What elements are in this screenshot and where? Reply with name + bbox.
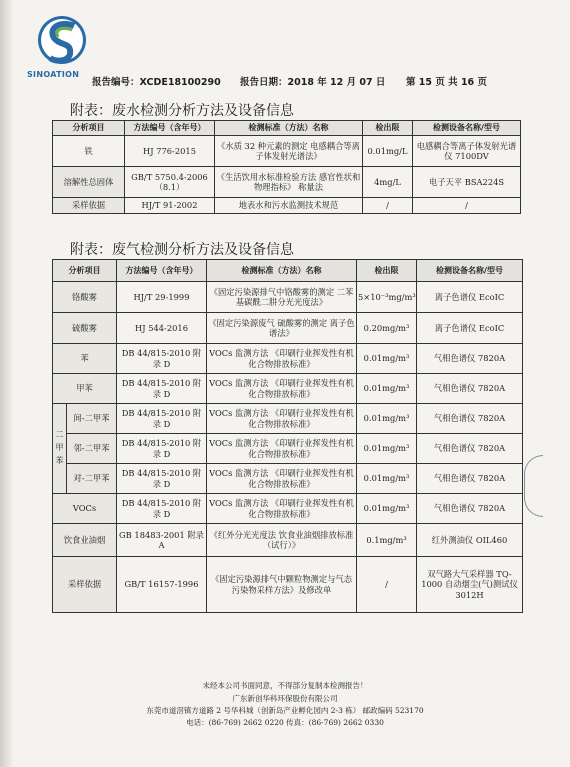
table-cell: 离子色谱仪 EcoIC [417,282,523,313]
table-row [53,374,523,404]
table-cell: GB/T 5750.4-2006（8.1） [125,167,215,198]
table-cell: 《红外分光光度法 饮食业油烟排放标准（试行）》 [207,524,357,557]
table-cell: VOCs 监测方法 《印刷行业挥发性有机化合物排放标准》 [207,374,357,404]
table-cell: 饮食业油烟 [53,524,117,557]
table-cell: 0.01mg/m³ [357,374,417,404]
table-cell: DB 44/815-2010 附录 D [117,464,207,494]
table-cell: 《固定污染源废气 硫酸雾的测定 离子色谱法》 [207,313,357,344]
table-row [53,198,521,214]
table-cell: 《水质 32 种元素的测定 电感耦合等离子体发射光谱法》 [215,136,363,167]
table-cell: 4mg/L [363,167,413,198]
table-cell: 《固定污染源排气中颗粒物测定与气态污染物采样方法》及修改单 [207,557,357,613]
table-cell: 电子天平 BSA224S [413,167,521,198]
table-cell: 对-二甲苯 [67,464,117,494]
table-cell: 采样依据 [53,557,117,613]
table-cell: 0.1mg/m³ [357,524,417,557]
col-header: 检出限 [357,260,417,282]
table-cell: / [363,198,413,214]
page-edge-shadow [0,0,14,767]
table-cell: 0.01mg/m³ [357,494,417,524]
table-row [53,344,523,374]
table-cell: 0.01mg/m³ [357,404,417,434]
table-cell: 间-二甲苯 [67,404,117,434]
table-cell: HJ/T 29-1999 [117,282,207,313]
footer-notice: 未经本公司书面同意，不得部分复制本检测报告！ [202,681,368,690]
water-section-title: 附表：废水检测分析方法及设备信息 [70,103,294,119]
table-cell: 离子色谱仪 EcoIC [417,313,523,344]
footer-phone: 电话：(86-769) 2662 0220 传真：(86-769) 2662 0330 [186,718,384,727]
table-cell: 苯 [53,344,117,374]
table-cell: 气相色谱仪 7820A [417,344,523,374]
table-cell: 气相色谱仪 7820A [417,464,523,494]
logo-text: SINOATION [27,70,80,79]
table-row [53,313,523,344]
table-cell: HJ 544-2016 [117,313,207,344]
table-cell: 铬酸雾 [53,282,117,313]
table-cell: 《生活饮用水标准检验方法 感官性状和物理指标》 称量法 [215,167,363,198]
table-cell: 5×10⁻³mg/m³ [357,282,417,313]
table-row [53,464,523,494]
footer-address: 东莞市道滘镇方道路 2 号华科城（创新岛产业孵化园内 2-3 栋） 邮政编码 523170 [146,706,424,715]
table-cell: 采样依据 [53,198,125,214]
col-header: 检测标准（方法）名称 [207,260,357,282]
table-cell: HJ/T 91-2002 [125,198,215,214]
page-info: 第 15 页 共 16 页 [406,77,487,88]
table-cell: / [357,557,417,613]
col-header: 检出限 [363,121,413,136]
table-cell: 硫酸雾 [53,313,117,344]
table-cell: 红外测油仪 OIL460 [417,524,523,557]
edge-seal [524,455,543,517]
col-header: 分析项目 [53,121,125,136]
col-header: 方法编号（含年号） [125,121,215,136]
table-cell: VOCs 监测方法 《印刷行业挥发性有机化合物排放标准》 [207,404,357,434]
table-cell: 电感耦合等离子体发射光谱仪 7100DV [413,136,521,167]
footer-company: 广东新创华科环保股份有限公司 [232,694,338,703]
table-cell: VOCs 监测方法 《印刷行业挥发性有机化合物排放标准》 [207,494,357,524]
table-cell: 0.01mg/m³ [357,464,417,494]
table-row [53,557,523,613]
col-header: 检测设备名称/型号 [417,260,523,282]
table-cell: VOCs [53,494,117,524]
col-header: 检测标准（方法）名称 [215,121,363,136]
table-row [53,434,523,464]
gas-section-title: 附表：废气检测分析方法及设备信息 [70,242,294,258]
table-cell: 0.01mg/m³ [357,434,417,464]
table-cell: DB 44/815-2010 附录 D [117,344,207,374]
table-row [53,404,523,434]
table-cell: VOCs 监测方法 《印刷行业挥发性有机化合物排放标准》 [207,344,357,374]
table-cell: 0.01mg/L [363,136,413,167]
table-cell: GB/T 16157-1996 [117,557,207,613]
table-row [53,524,523,557]
table-cell: 甲苯 [53,374,117,404]
table-cell: 邻-二甲苯 [67,434,117,464]
group-label-xylene: 二甲苯 [53,404,67,494]
col-header: 分析项目 [53,260,117,282]
table-row [53,282,523,313]
table-cell: VOCs 监测方法 《印刷行业挥发性有机化合物排放标准》 [207,464,357,494]
col-header: 方法编号（含年号） [117,260,207,282]
table-cell: 双气路大气采样器 TQ-1000 自动烟尘(气)测试仪 3012H [417,557,523,613]
table-cell: DB 44/815-2010 附录 D [117,374,207,404]
table-cell: DB 44/815-2010 附录 D [117,404,207,434]
table-row [53,136,521,167]
table-cell: DB 44/815-2010 附录 D [117,494,207,524]
table-cell: 铁 [53,136,125,167]
col-header: 检测设备名称/型号 [413,121,521,136]
table-cell: 气相色谱仪 7820A [417,494,523,524]
table-cell: 0.01mg/m³ [357,344,417,374]
table-cell: 0.20mg/m³ [357,313,417,344]
table-cell: HJ 776-2015 [125,136,215,167]
gas-table [52,259,523,613]
table-cell: 溶解性总固体 [53,167,125,198]
table-row [53,167,521,198]
table-cell: 气相色谱仪 7820A [417,434,523,464]
table-cell: 气相色谱仪 7820A [417,374,523,404]
table-cell: 气相色谱仪 7820A [417,404,523,434]
table-cell: DB 44/815-2010 附录 D [117,434,207,464]
table-cell: 《固定污染源排气中铬酸雾的测定 二苯基碳酰二肼分光光度法》 [207,282,357,313]
report-number: 报告编号：XCDE18100290 [92,77,221,88]
water-table [52,120,521,214]
table-row [53,494,523,524]
table-cell: VOCs 监测方法 《印刷行业挥发性有机化合物排放标准》 [207,434,357,464]
table-cell: / [413,198,521,214]
table-cell: 地表水和污水监测技术规范 [215,198,363,214]
table-cell: GB 18483-2001 附录A [117,524,207,557]
report-date: 报告日期：2018 年 12 月 07 日 [240,77,386,88]
